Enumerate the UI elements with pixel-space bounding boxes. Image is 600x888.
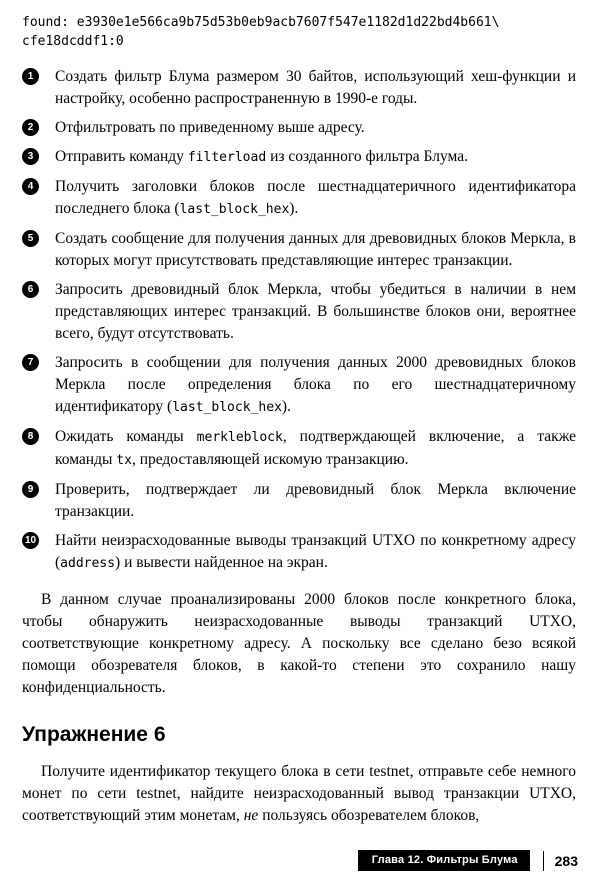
code-line: found: e3930e1e566ca9b75d53b0eb9acb7607f547e1182d1d22bd4b661\ bbox=[22, 15, 500, 30]
footer-divider bbox=[543, 851, 544, 871]
step-number-badge: 2 bbox=[22, 119, 39, 136]
exercise-paragraph: Получите идентификатор текущего блока в сети testnet, отправьте себе немного монет по сети testnet, найдите неизрасходованный вывод транзакции UTXO, соответствующий этим монетам, не пользуясь обозревателем блоков, bbox=[22, 763, 576, 824]
step-number-badge: 5 bbox=[22, 230, 39, 247]
step-number-badge: 9 bbox=[22, 481, 39, 498]
step-number-badge: 3 bbox=[22, 148, 39, 165]
section-heading: Упражнение 6 bbox=[22, 723, 166, 746]
inline-code: last_block_hex bbox=[172, 400, 282, 415]
step-text: Найти неизрасходованные выводы транзакций UTXO по конкретному адресу (address) и вывести найденное на экран. bbox=[55, 532, 576, 571]
page-footer bbox=[358, 850, 578, 871]
step-text: Создать фильтр Блума размером 30 байтов, использующий хеш-функции и настройку, особенно распространенную в 1990-е годы. bbox=[55, 68, 576, 107]
inline-code: last_block_hex bbox=[179, 202, 290, 217]
step-item bbox=[22, 426, 576, 472]
step-text: Запросить в сообщении для получения данных 2000 древовидных блоков Меркла после определения блока по его шестнадцатеричному идентификатору (last_block_hex). bbox=[55, 354, 576, 415]
step-text: Отфильтровать по приведенному выше адресу. bbox=[55, 119, 365, 136]
code-output bbox=[22, 13, 576, 51]
step-text: Проверить, подтверждает ли древовидный блок Меркла включение транзакции. bbox=[55, 481, 576, 520]
step-text: Создать сообщение для получения данных для древовидных блоков Меркла, в которых могут присутствовать представляющие интерес транзакции. bbox=[55, 230, 576, 269]
step-text: Получить заголовки блоков после шестнадцатеричного идентификатора последнего блока (last_block_hex). bbox=[55, 178, 576, 217]
step-item bbox=[22, 176, 576, 221]
footer-chapter-label: Глава 12. Фильтры Блума bbox=[358, 850, 530, 871]
step-item bbox=[22, 352, 576, 419]
step-number-badge: 10 bbox=[22, 532, 39, 549]
page-number: 283 bbox=[554, 852, 578, 869]
summary-paragraph: В данном случае проанализированы 2000 блоков после конкретного блока, чтобы обнаружить неизрасходованные выводы транзакций UTXO, соответствующие конкретному адресу. А поскольку все сделано безо всякой помощи обозревателя блоков, в какой-то степени это сохранило нашу конфиденциальность. bbox=[22, 591, 576, 696]
step-item bbox=[22, 530, 576, 575]
step-item bbox=[22, 146, 576, 169]
step-number-badge: 6 bbox=[22, 281, 39, 298]
step-item bbox=[22, 117, 576, 139]
step-item bbox=[22, 228, 576, 272]
step-item bbox=[22, 279, 576, 345]
step-text: Запросить древовидный блок Меркла, чтобы убедиться в наличии в нем представляющих интерес транзакций. В большинстве блоков они, вероятнее всего, будут отсутствовать. bbox=[55, 281, 576, 342]
step-item bbox=[22, 479, 576, 523]
emphasis-text: не bbox=[243, 807, 259, 824]
steps-list bbox=[22, 66, 576, 575]
step-item bbox=[22, 66, 576, 110]
step-text: Ожидать команды merkleblock, подтверждающей включение, а также команды tx, предоставляющей искомую транзакцию. bbox=[55, 428, 576, 468]
step-number-badge: 7 bbox=[22, 354, 39, 371]
step-text: Отправить команду filterload из созданного фильтра Блума. bbox=[55, 148, 468, 165]
inline-code: address bbox=[60, 556, 116, 571]
inline-code: merkleblock bbox=[196, 430, 283, 445]
inline-code: filterload bbox=[187, 150, 267, 165]
code-line: cfe18dcddf1:0 bbox=[22, 34, 124, 49]
step-number-badge: 4 bbox=[22, 178, 39, 195]
inline-code: tx bbox=[116, 453, 132, 468]
step-number-badge: 1 bbox=[22, 68, 39, 85]
step-number-badge: 8 bbox=[22, 428, 39, 445]
